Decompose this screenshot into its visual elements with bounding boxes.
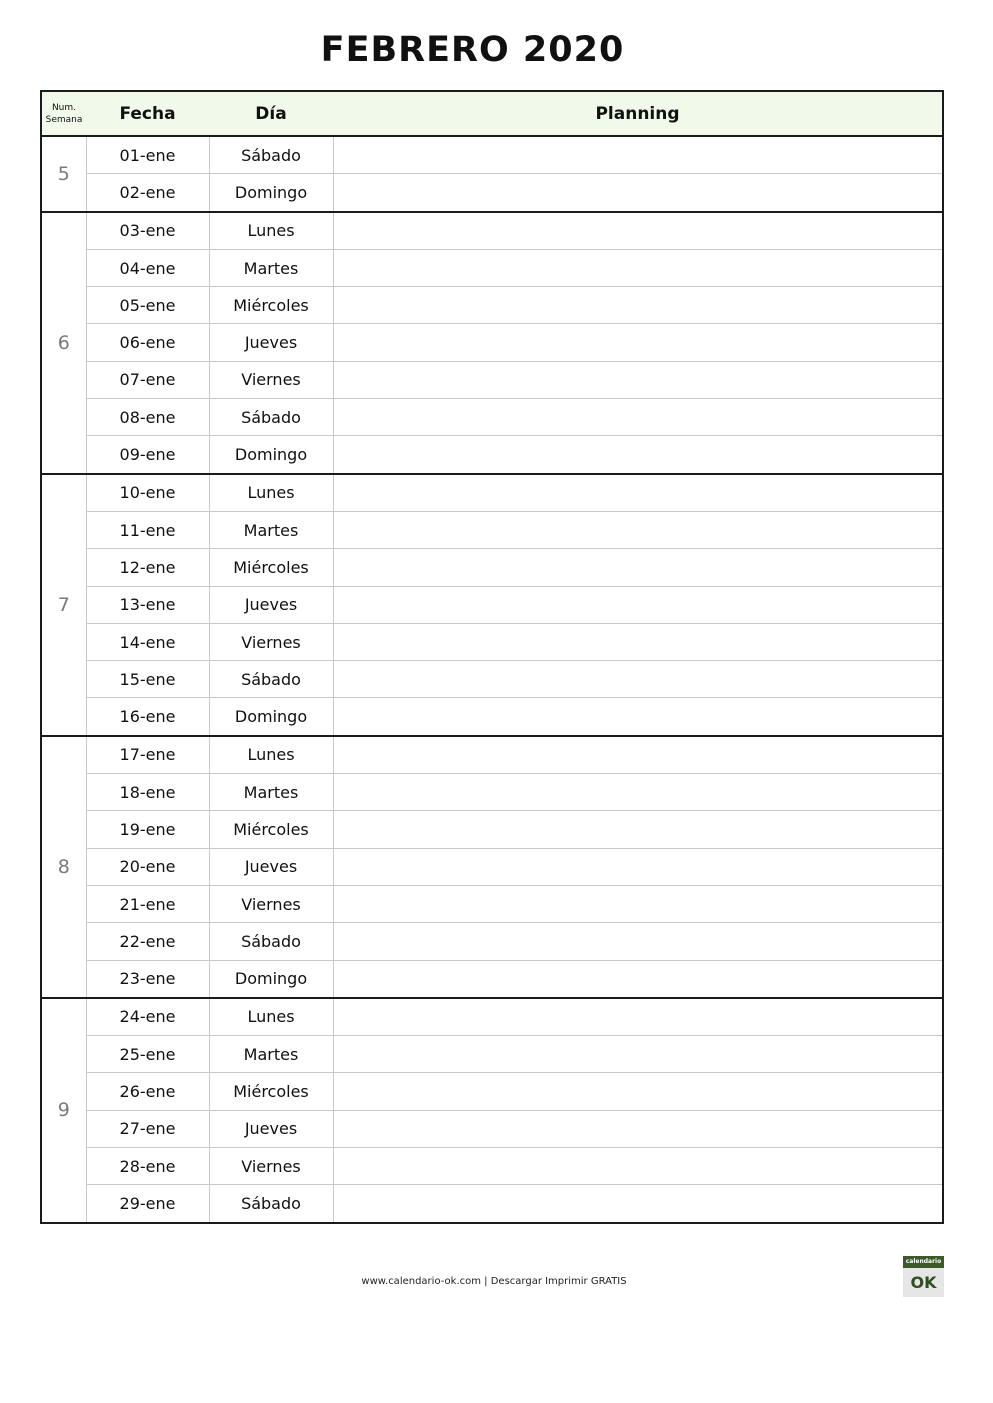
date-cell: 21-ene — [86, 885, 209, 922]
day-cell: Sábado — [209, 661, 333, 698]
day-cell: Miércoles — [209, 287, 333, 324]
day-cell: Lunes — [209, 736, 333, 774]
planning-table — [40, 90, 944, 1224]
table-row — [41, 324, 943, 361]
day-cell: Jueves — [209, 586, 333, 623]
day-cell: Domingo — [209, 698, 333, 736]
table-row — [41, 811, 943, 848]
date-cell: 01-ene — [86, 136, 209, 174]
header-date: Fecha — [86, 91, 209, 136]
date-cell: 19-ene — [86, 811, 209, 848]
day-cell: Miércoles — [209, 1073, 333, 1110]
day-cell: Domingo — [209, 436, 333, 474]
table-row — [41, 474, 943, 512]
week-number: 6 — [41, 212, 86, 474]
table-row — [41, 1185, 943, 1223]
week-number: 8 — [41, 736, 86, 998]
day-cell: Sábado — [209, 1185, 333, 1223]
date-cell: 24-ene — [86, 998, 209, 1036]
planning-cell[interactable] — [333, 436, 943, 474]
planning-cell[interactable] — [333, 998, 943, 1036]
date-cell: 27-ene — [86, 1110, 209, 1147]
calendario-ok-logo — [903, 1256, 944, 1297]
day-cell: Martes — [209, 511, 333, 548]
logo-bottom-text: OK — [903, 1268, 944, 1297]
date-cell: 10-ene — [86, 474, 209, 512]
planning-cell[interactable] — [333, 698, 943, 736]
planning-cell[interactable] — [333, 774, 943, 811]
date-cell: 14-ene — [86, 623, 209, 660]
day-cell: Jueves — [209, 1110, 333, 1147]
day-cell: Domingo — [209, 960, 333, 998]
date-cell: 07-ene — [86, 361, 209, 398]
table-row — [41, 960, 943, 998]
table-row — [41, 623, 943, 660]
date-cell: 18-ene — [86, 774, 209, 811]
day-cell: Viernes — [209, 885, 333, 922]
table-header-row — [41, 91, 943, 136]
day-cell: Martes — [209, 774, 333, 811]
planning-cell[interactable] — [333, 1036, 943, 1073]
planning-cell[interactable] — [333, 249, 943, 286]
planning-cell[interactable] — [333, 361, 943, 398]
planning-cell[interactable] — [333, 474, 943, 512]
header-day: Día — [209, 91, 333, 136]
date-cell: 26-ene — [86, 1073, 209, 1110]
table-row — [41, 361, 943, 398]
day-cell: Sábado — [209, 399, 333, 436]
day-cell: Domingo — [209, 174, 333, 212]
planning-cell[interactable] — [333, 923, 943, 960]
day-cell: Miércoles — [209, 811, 333, 848]
date-cell: 23-ene — [86, 960, 209, 998]
date-cell: 20-ene — [86, 848, 209, 885]
day-cell: Lunes — [209, 212, 333, 250]
table-row — [41, 774, 943, 811]
header-week-number: Num. Semana — [41, 91, 86, 136]
day-cell: Sábado — [209, 923, 333, 960]
day-cell: Lunes — [209, 998, 333, 1036]
table-row — [41, 1073, 943, 1110]
planning-cell[interactable] — [333, 1110, 943, 1147]
logo-top-text: calendario — [903, 1256, 944, 1268]
table-row — [41, 549, 943, 586]
date-cell: 22-ene — [86, 923, 209, 960]
planning-cell[interactable] — [333, 623, 943, 660]
date-cell: 03-ene — [86, 212, 209, 250]
week-number: 9 — [41, 998, 86, 1223]
date-cell: 25-ene — [86, 1036, 209, 1073]
table-row — [41, 848, 943, 885]
table-row — [41, 736, 943, 774]
day-cell: Martes — [209, 249, 333, 286]
date-cell: 16-ene — [86, 698, 209, 736]
page-title: FEBRERO 2020 — [320, 30, 625, 70]
date-cell: 12-ene — [86, 549, 209, 586]
table-row — [41, 923, 943, 960]
week-number: 7 — [41, 474, 86, 736]
table-row — [41, 698, 943, 736]
date-cell: 06-ene — [86, 324, 209, 361]
table-row — [41, 1110, 943, 1147]
date-cell: 04-ene — [86, 249, 209, 286]
date-cell: 11-ene — [86, 511, 209, 548]
date-cell: 15-ene — [86, 661, 209, 698]
header-planning: Planning — [333, 91, 943, 136]
table-row — [41, 212, 943, 250]
planning-cell[interactable] — [333, 736, 943, 774]
table-row — [41, 399, 943, 436]
planning-cell[interactable] — [333, 885, 943, 922]
planning-cell[interactable] — [333, 811, 943, 848]
planning-cell[interactable] — [333, 212, 943, 250]
planning-cell[interactable] — [333, 661, 943, 698]
day-cell: Jueves — [209, 848, 333, 885]
table-row — [41, 287, 943, 324]
day-cell: Sábado — [209, 136, 333, 174]
table-row — [41, 1036, 943, 1073]
planning-cell[interactable] — [333, 586, 943, 623]
day-cell: Jueves — [209, 324, 333, 361]
table-row — [41, 661, 943, 698]
table-row — [41, 249, 943, 286]
table-row — [41, 511, 943, 548]
table-row — [41, 586, 943, 623]
date-cell: 02-ene — [86, 174, 209, 212]
day-cell: Lunes — [209, 474, 333, 512]
date-cell: 29-ene — [86, 1185, 209, 1223]
table-row — [41, 885, 943, 922]
table-row — [41, 436, 943, 474]
planning-cell[interactable] — [333, 1148, 943, 1185]
day-cell: Viernes — [209, 1148, 333, 1185]
table-row — [41, 998, 943, 1036]
table-row — [41, 136, 943, 174]
planner-body — [41, 136, 943, 1223]
footer-text: www.calendario-ok.com | Descargar Imprimir GRATIS — [361, 1276, 627, 1287]
date-cell: 05-ene — [86, 287, 209, 324]
week-number: 5 — [57, 162, 70, 185]
planning-cell[interactable] — [333, 960, 943, 998]
day-cell: Miércoles — [209, 549, 333, 586]
date-cell: 17-ene — [86, 736, 209, 774]
table-row — [41, 1148, 943, 1185]
planning-cell[interactable] — [333, 848, 943, 885]
table-row — [41, 174, 943, 212]
planning-cell[interactable] — [333, 549, 943, 586]
planning-cell[interactable] — [333, 324, 943, 361]
planning-cell[interactable] — [333, 511, 943, 548]
planning-cell[interactable] — [333, 174, 943, 212]
planning-cell[interactable] — [333, 136, 943, 174]
day-cell: Martes — [209, 1036, 333, 1073]
day-cell: Viernes — [209, 361, 333, 398]
planning-cell[interactable] — [333, 287, 943, 324]
planning-cell[interactable] — [333, 1073, 943, 1110]
date-cell: 09-ene — [86, 436, 209, 474]
planning-cell[interactable] — [333, 1185, 943, 1223]
date-cell: 13-ene — [86, 586, 209, 623]
day-cell: Viernes — [209, 623, 333, 660]
planning-cell[interactable] — [333, 399, 943, 436]
date-cell: 08-ene — [86, 399, 209, 436]
date-cell: 28-ene — [86, 1148, 209, 1185]
